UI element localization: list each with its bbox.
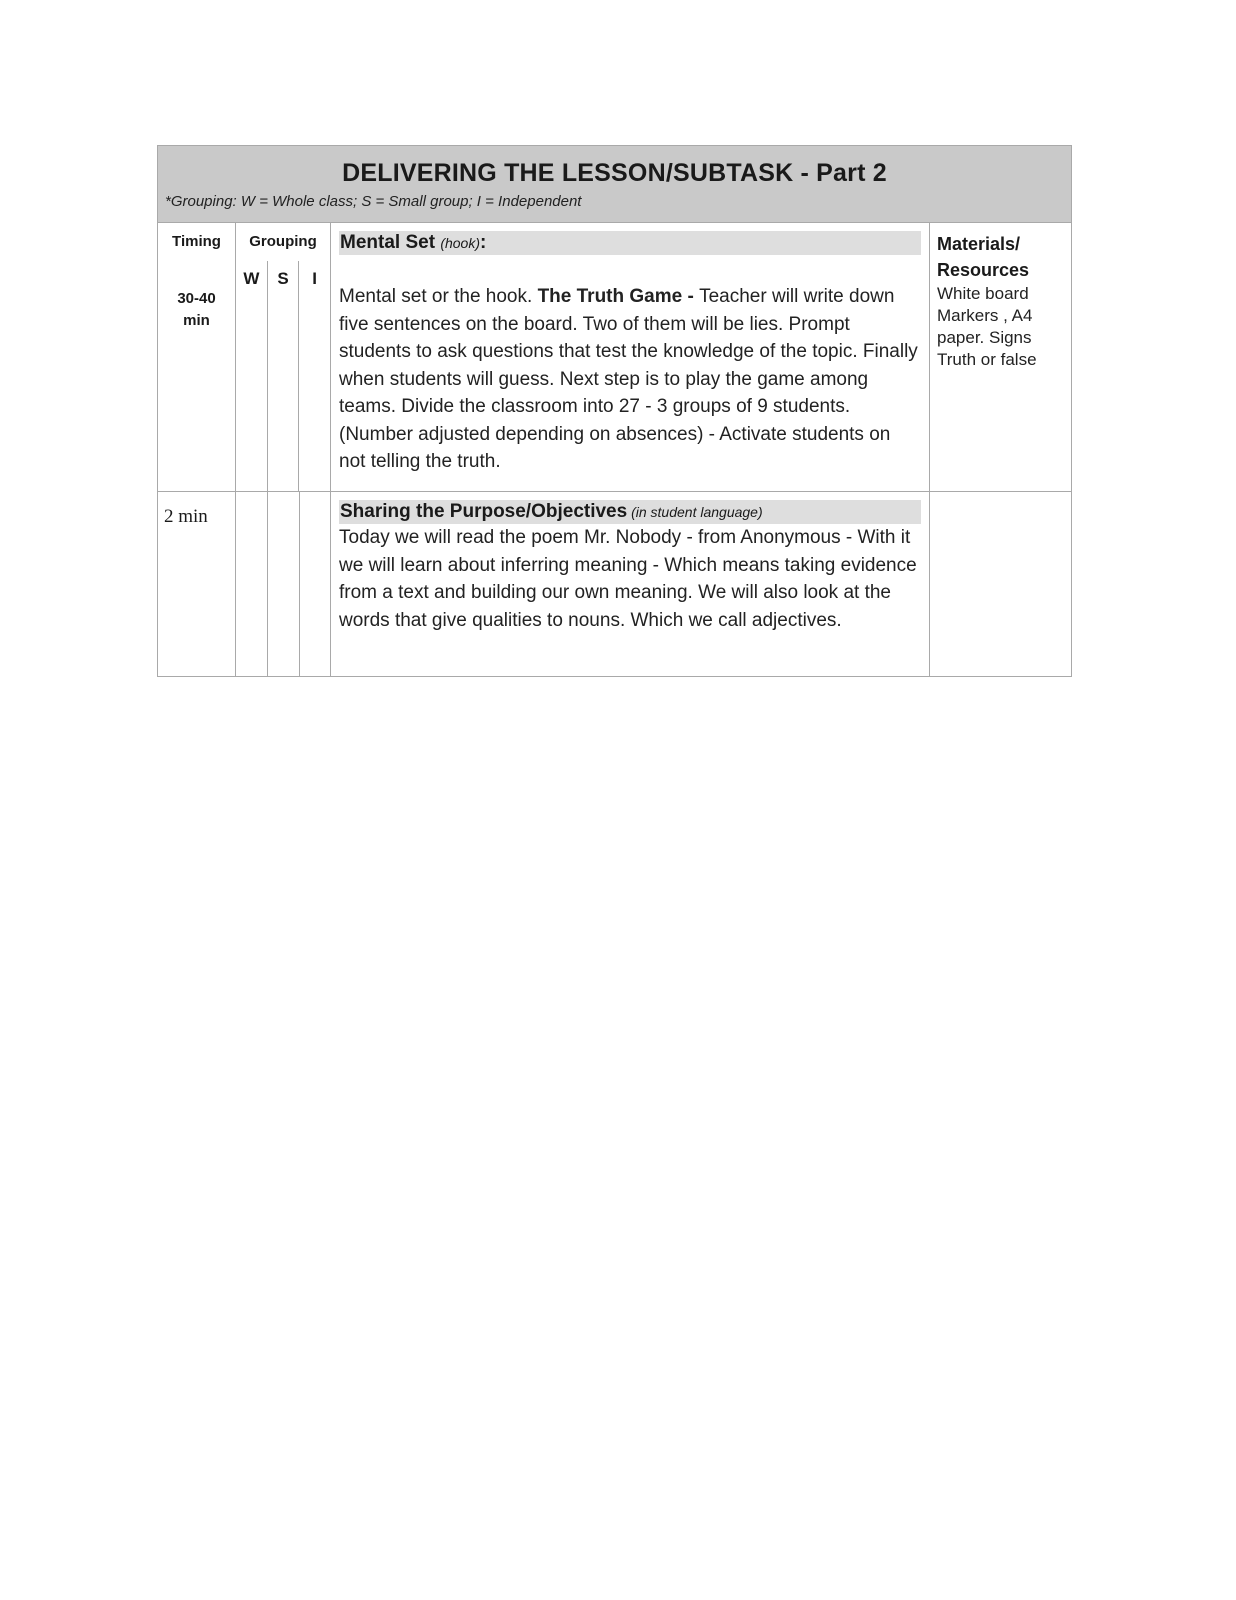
- mental-set-colon: :: [480, 232, 487, 253]
- header-cell: [158, 146, 1072, 223]
- page-title: DELIVERING THE LESSON/SUBTASK - Part 2: [342, 159, 887, 187]
- mental-set-title: Mental Set: [340, 232, 436, 253]
- mental-set-rest: Teacher will write down five sentences on the board. Two of them will be lies. Prompt students to ask questions that test the knowledge of the topic. Finally when students will guess. Next step is to play the game among teams. Divide the classroom into 27 - 3 groups of 9 students. (Number adjusted depending on absences) - Activate students on not telling the truth.: [339, 286, 918, 472]
- grouping-i: I: [299, 261, 330, 491]
- table-row-mental-set: [158, 223, 1072, 492]
- objectives-cell: [331, 492, 930, 677]
- grouping-w: W: [236, 261, 267, 491]
- mental-set-intro: Mental set or the hook.: [339, 286, 538, 307]
- materials-title: Materials/ Resources: [937, 234, 1030, 280]
- objectives-body: Today we will read the poem Mr. Nobody - from Anonymous - With it we will learn about inferring meaning - Which means taking evidence from a text and building our own meaning. We will also look at the words that give qualities to nouns. Which we call adjectives.: [339, 527, 917, 631]
- mental-set-heading: [339, 231, 921, 255]
- mental-set-hint: (hook): [440, 235, 480, 251]
- timing-column: [158, 223, 236, 492]
- grouping-s: S: [267, 261, 298, 491]
- grouping-s-2: [268, 492, 300, 677]
- materials-text: White board Markers , A4 paper. Signs Truth or false: [937, 284, 1037, 369]
- timing-value-2: 2 min: [158, 492, 236, 677]
- materials-cell: [930, 223, 1072, 492]
- timing-header: Timing: [172, 233, 221, 250]
- grouping-i-2: [300, 492, 331, 677]
- table-row-objectives: [158, 492, 1072, 677]
- grouping-w-2: [236, 492, 268, 677]
- timing-value: 30-40 min: [177, 290, 216, 329]
- mental-set-cell: [331, 223, 930, 492]
- grouping-subtable: [236, 261, 330, 491]
- materials-cell-2: [930, 492, 1072, 677]
- grouping-header: Grouping: [249, 233, 317, 250]
- mental-set-body: [339, 283, 921, 476]
- lesson-table: [157, 145, 1072, 677]
- grouping-column: [236, 223, 331, 492]
- truth-game-label: The Truth Game -: [537, 286, 700, 307]
- objectives-heading: [339, 500, 921, 524]
- grouping-note: *Grouping: W = Whole class; S = Small group; I = Independent: [165, 193, 582, 210]
- header-row: [158, 146, 1072, 223]
- objectives-hint: (in student language): [627, 504, 763, 520]
- objectives-title: Sharing the Purpose/Objectives: [340, 501, 628, 522]
